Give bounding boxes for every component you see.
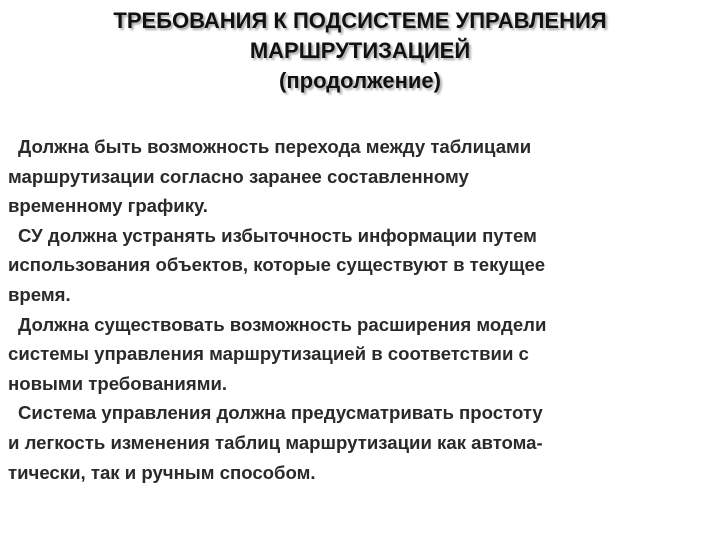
list-item-text: Должна существовать возможность расширения модели [18, 313, 547, 335]
list-item-1-line-2: маршрутизации согласно заранее составленному [8, 165, 469, 187]
bullet-list [8, 132, 712, 487]
list-item-text: Должна быть возможность перехода между таблицами [18, 136, 532, 157]
list-item-2-line-3: время. [8, 283, 71, 305]
list-item-text: СУ должна устранять избыточность информации путем [18, 224, 537, 246]
list-item-4-line-3: тически, так и ручным способом. [8, 461, 316, 483]
list-item-3-line-1 [8, 310, 712, 340]
title-line-1: ТРЕБОВАНИЯ К ПОДСИСТЕМЕ УПРАВЛЕНИЯ [113, 8, 607, 33]
title-line-3: (продолжение) [279, 68, 441, 93]
slide-title [0, 6, 720, 96]
list-item-1-line-3: временному графику. [8, 195, 208, 217]
list-item-3-line-2: системы управления маршрутизацией в соответствии с [8, 343, 529, 365]
list-item-2-line-2: использования объектов, которые существуют в текущее [8, 254, 546, 276]
list-item-text: Система управления должна предусматривать простоту [18, 402, 543, 424]
list-item-1-line-1 [8, 132, 712, 162]
list-item-2-line-1 [8, 221, 712, 251]
list-item-4-line-2: и легкость изменения таблиц маршрутизации как автома- [8, 431, 543, 453]
title-line-2: МАРШРУТИЗАЦИЕЙ [249, 38, 471, 63]
list-item-4-line-1 [8, 398, 712, 428]
list-item-3-line-3: новыми требованиями. [8, 372, 228, 394]
